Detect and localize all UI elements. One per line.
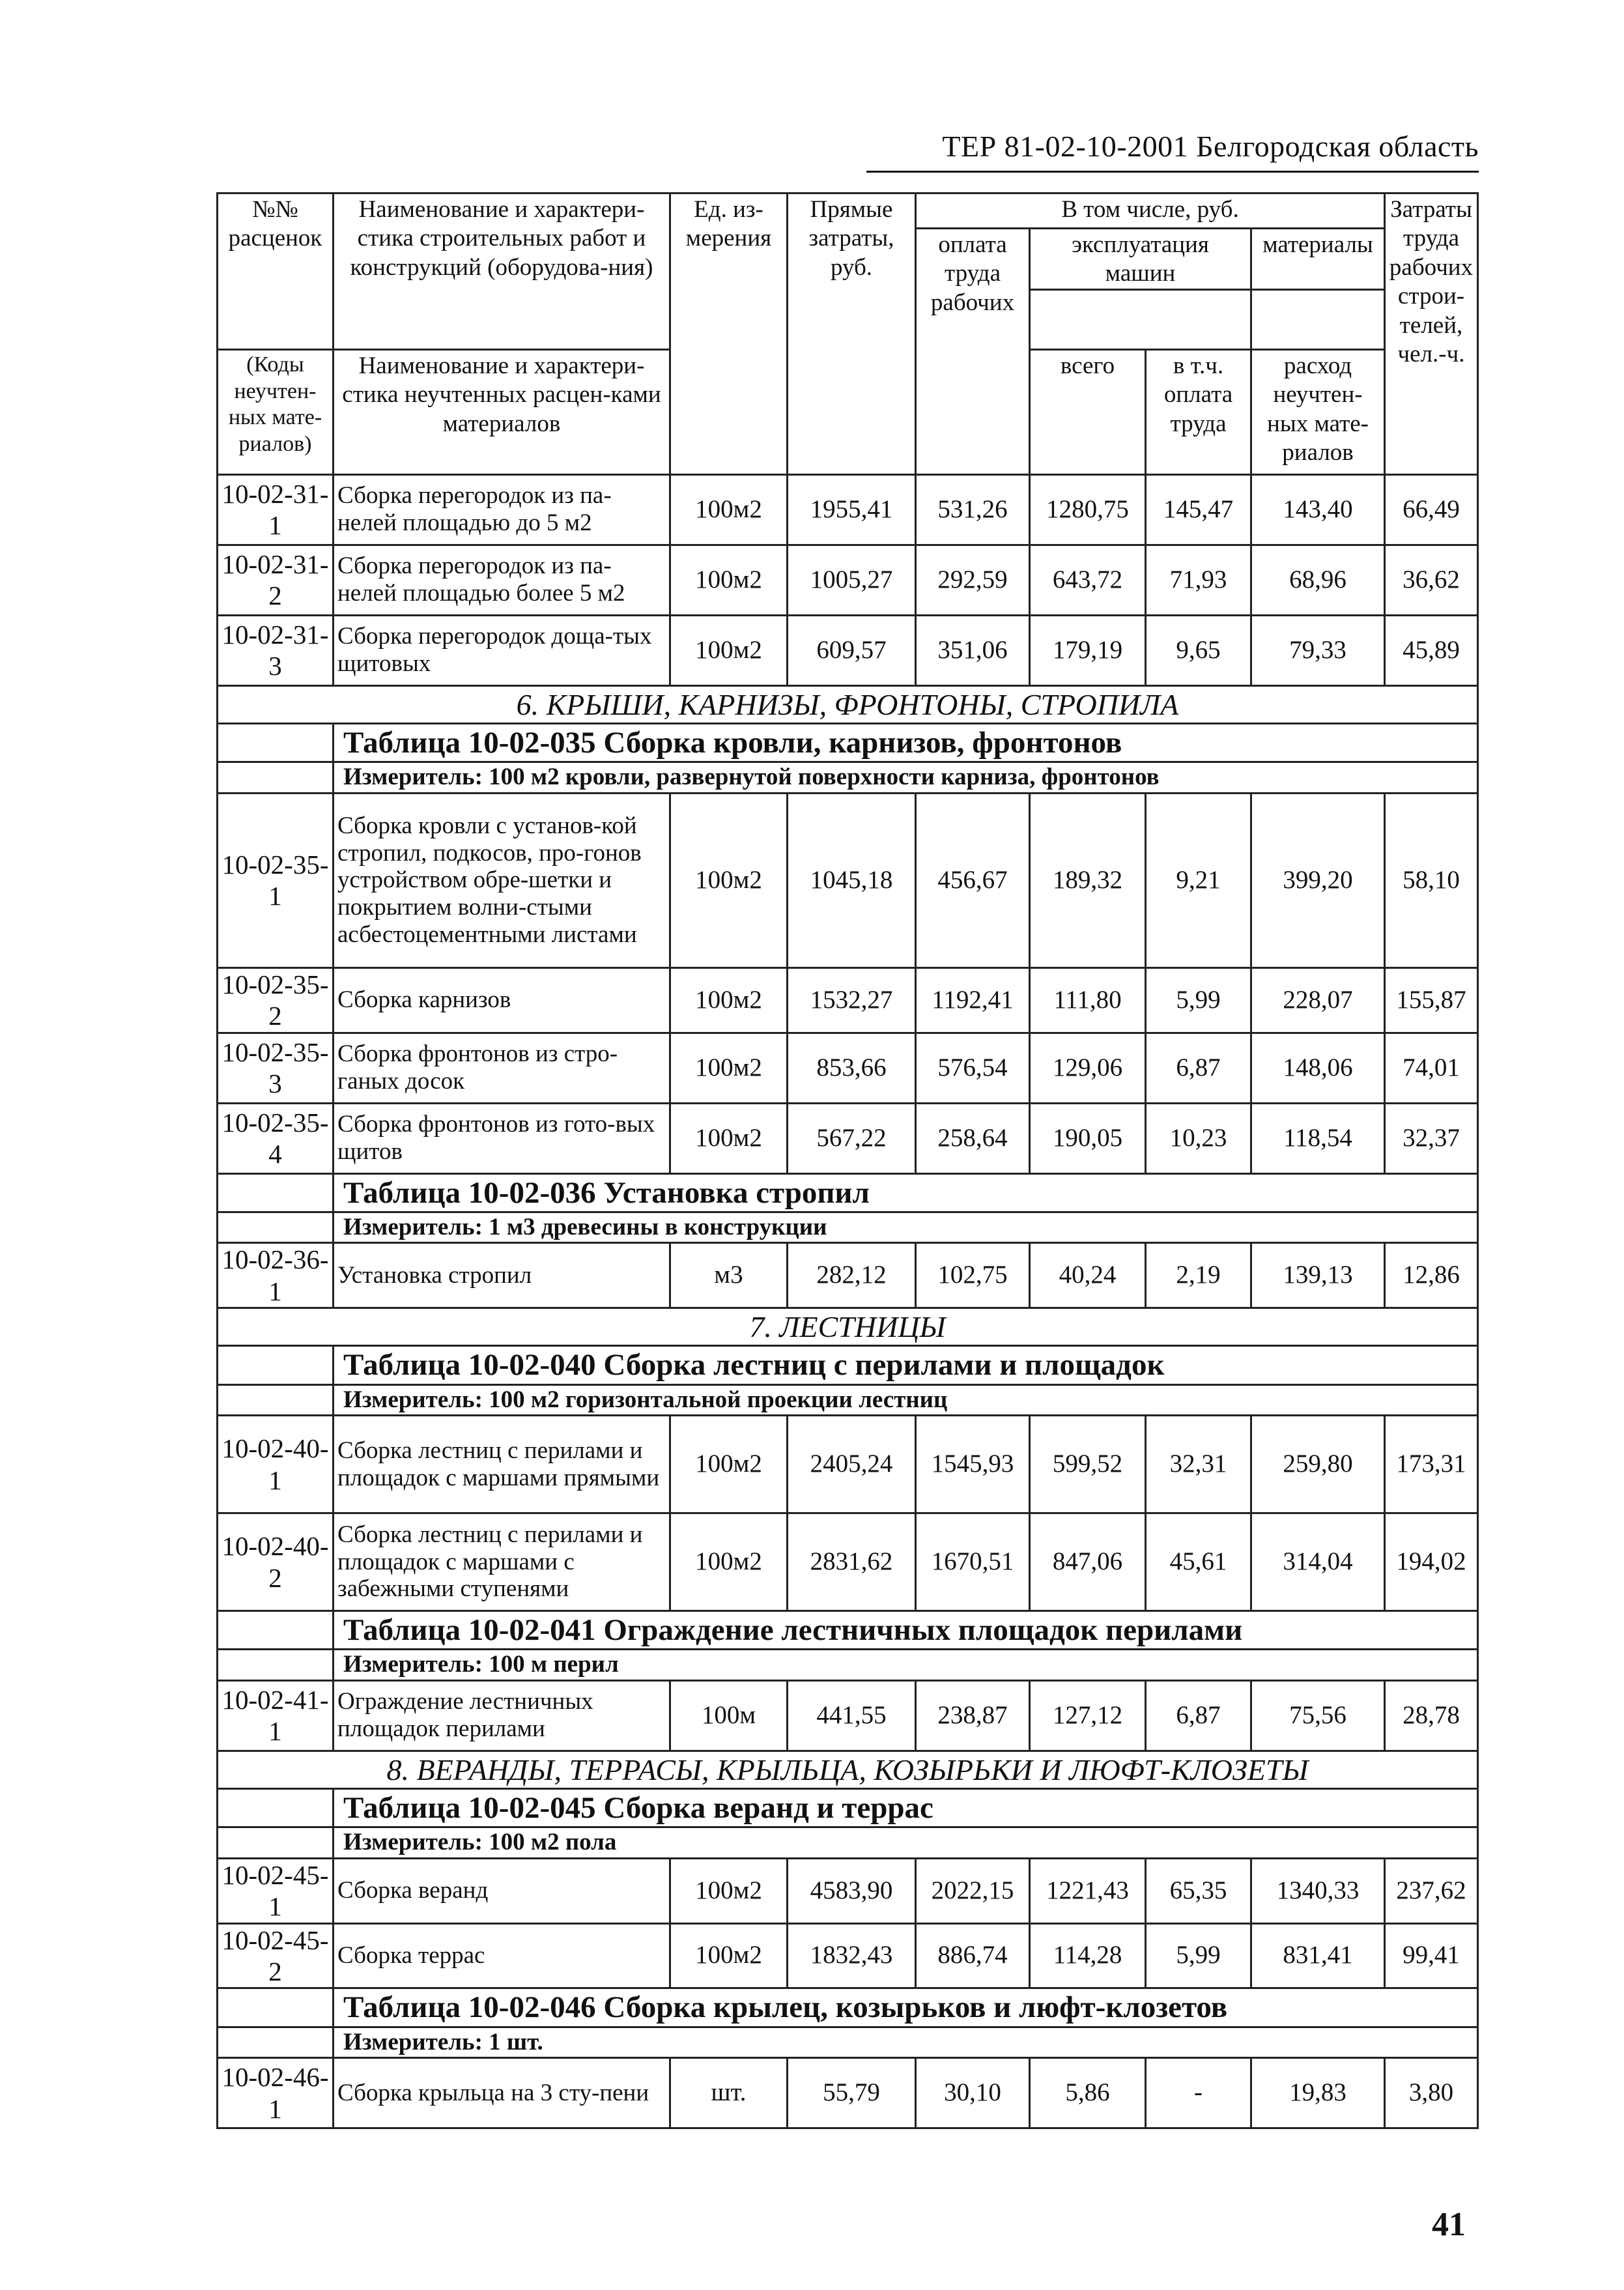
materials-cell: 314,04 [1251,1513,1385,1611]
machines-cell: 114,28 [1030,1923,1146,1988]
table-row [218,545,1478,615]
wages-cell: 886,74 [916,1923,1030,1988]
machines-cell: 111,80 [1030,967,1146,1033]
labor-cell: 194,02 [1385,1513,1478,1611]
table-row [218,474,1478,545]
materials-cell: 139,13 [1251,1243,1385,1308]
table-row [218,1680,1478,1751]
unit-cell: шт. [670,2058,788,2128]
work-name: Сборка кровли с установ-кой стропил, подкосов, про-гонов устройством обре-шетки и покрытием волни-стыми асбестоцементными листами [334,793,670,967]
direct-cost-cell: 2831,62 [788,1513,916,1611]
direct-cost-cell: 1532,27 [788,967,916,1033]
direct-cost-cell: 1955,41 [788,474,916,545]
wages-cell: 30,10 [916,2058,1030,2128]
table-measure-row [218,1212,1478,1242]
labor-cell: 66,49 [1385,474,1478,545]
table-title-row [218,1611,1478,1650]
unit-cell: 100м2 [670,1033,788,1103]
direct-cost-cell: 1045,18 [788,793,916,967]
table-row [218,1033,1478,1103]
machines-cell: 643,72 [1030,545,1146,615]
materials-cell: 831,41 [1251,1923,1385,1988]
blank-cell [218,2027,334,2057]
col-header-incl: В том числе, руб. [916,193,1385,229]
work-name: Сборка карнизов [334,967,670,1033]
col-header-direct: Прямые затраты, руб. [788,193,916,475]
col-header-machines-blank [1030,289,1251,349]
machines-cell: 1221,43 [1030,1858,1146,1923]
machines-cell: 189,32 [1030,793,1146,967]
labor-cell: 58,10 [1385,793,1478,967]
unit-cell: 100м [670,1680,788,1751]
section-title: 6. КРЫШИ, КАРНИЗЫ, ФРОНТОНЫ, СТРОПИЛА [218,685,1478,723]
work-name: Сборка террас [334,1923,670,1988]
machines-cell: 40,24 [1030,1243,1146,1308]
blank-cell [218,1346,334,1384]
rate-code: 10-02-31-3 [218,615,334,685]
materials-cell: 228,07 [1251,967,1385,1033]
col-header-unit: Ед. из-мерения [670,193,788,475]
unit-cell: 100м2 [670,1923,788,1988]
table-title: Таблица 10-02-040 Сборка лестниц с перилами и площадок [334,1346,1478,1384]
work-name: Сборка перегородок доща-тых щитовых [334,615,670,685]
wages-cell: 351,06 [916,615,1030,685]
machines-wages-cell: 145,47 [1146,474,1251,545]
table-title: Таблица 10-02-046 Сборка крылец, козырьков и люфт-клозетов [334,1988,1478,2027]
table-row [218,793,1478,967]
rate-code: 10-02-35-4 [218,1103,334,1173]
col-header-materials-alt: расход неучтен-ных мате-риалов [1251,349,1385,474]
section-title: 7. ЛЕСТНИЦЫ [218,1308,1478,1346]
labor-cell: 99,41 [1385,1923,1478,1988]
table-measure: Измеритель: 100 м2 горизонтальной проекции лестниц [334,1384,1478,1415]
blank-cell [218,1827,334,1858]
wages-cell: 456,67 [916,793,1030,967]
blank-cell [218,1788,334,1827]
direct-cost-cell: 4583,90 [788,1858,916,1923]
wages-cell: 292,59 [916,545,1030,615]
labor-cell: 74,01 [1385,1033,1478,1103]
labor-cell: 45,89 [1385,615,1478,685]
machines-cell: 127,12 [1030,1680,1146,1751]
table-row [218,1243,1478,1308]
rate-code: 10-02-35-2 [218,967,334,1033]
materials-cell: 1340,33 [1251,1858,1385,1923]
machines-wages-cell: 9,65 [1146,615,1251,685]
col-header-code: №№ расценок [218,193,334,350]
machines-wages-cell: 32,31 [1146,1416,1251,1513]
direct-cost-cell: 55,79 [788,2058,916,2128]
table-measure: Измеритель: 100 м перил [334,1650,1478,1680]
materials-cell: 118,54 [1251,1103,1385,1173]
col-header-machines-total: всего [1030,349,1146,474]
table-measure: Измеритель: 100 м2 пола [334,1827,1478,1858]
labor-cell: 3,80 [1385,2058,1478,2128]
work-name: Установка стропил [334,1243,670,1308]
work-name: Сборка перегородок из па-нелей площадью до 5 м2 [334,474,670,545]
labor-cell: 28,78 [1385,1680,1478,1751]
table-measure-row [218,762,1478,793]
rate-code: 10-02-40-1 [218,1416,334,1513]
direct-cost-cell: 609,57 [788,615,916,685]
machines-wages-cell: 6,87 [1146,1680,1251,1751]
blank-cell [218,1212,334,1242]
document-header: ТЕР 81-02-10-2001 Белгородская область [942,130,1479,163]
rate-code: 10-02-46-1 [218,2058,334,2128]
rate-code: 10-02-35-1 [218,793,334,967]
machines-cell: 847,06 [1030,1513,1146,1611]
wages-cell: 1545,93 [916,1416,1030,1513]
machines-cell: 1280,75 [1030,474,1146,545]
rate-code: 10-02-35-3 [218,1033,334,1103]
wages-cell: 102,75 [916,1243,1030,1308]
labor-cell: 36,62 [1385,545,1478,615]
col-header-wages: оплата труда рабочих [916,229,1030,475]
table-row [218,967,1478,1033]
section-title: 8. ВЕРАНДЫ, ТЕРРАСЫ, КРЫЛЬЦА, КОЗЫРЬКИ И ЛЮФТ-КЛОЗЕТЫ [218,1751,1478,1788]
table-measure-row [218,2027,1478,2057]
unit-cell: 100м2 [670,545,788,615]
work-name: Сборка перегородок из па-нелей площадью более 5 м2 [334,545,670,615]
rate-code: 10-02-45-2 [218,1923,334,1988]
rate-code: 10-02-45-1 [218,1858,334,1923]
table-title: Таблица 10-02-041 Ограждение лестничных площадок перилами [334,1611,1478,1650]
unit-cell: 100м2 [670,967,788,1033]
blank-cell [218,1173,334,1212]
unit-cell: 100м2 [670,1513,788,1611]
rate-code: 10-02-36-1 [218,1243,334,1308]
materials-cell: 68,96 [1251,545,1385,615]
materials-cell: 143,40 [1251,474,1385,545]
labor-cell: 32,37 [1385,1103,1478,1173]
table-title: Таблица 10-02-045 Сборка веранд и террас [334,1788,1478,1827]
unit-cell: 100м2 [670,1858,788,1923]
direct-cost-cell: 282,12 [788,1243,916,1308]
col-header-materials-blank [1251,289,1385,349]
table-row [218,1416,1478,1513]
work-name: Сборка лестниц с перилами и площадок с маршами прямыми [334,1416,670,1513]
machines-cell: 599,52 [1030,1416,1146,1513]
materials-cell: 259,80 [1251,1416,1385,1513]
col-header-machines-wages: в т.ч. оплата труда [1146,349,1251,474]
wages-cell: 531,26 [916,474,1030,545]
direct-cost-cell: 1832,43 [788,1923,916,1988]
table-row [218,1513,1478,1611]
wages-cell: 1192,41 [916,967,1030,1033]
machines-wages-cell: 10,23 [1146,1103,1251,1173]
direct-cost-cell: 567,22 [788,1103,916,1173]
work-name: Сборка лестниц с перилами и площадок с маршами с забежными ступенями [334,1513,670,1611]
work-name: Сборка веранд [334,1858,670,1923]
wages-cell: 258,64 [916,1103,1030,1173]
materials-cell: 75,56 [1251,1680,1385,1751]
direct-cost-cell: 2405,24 [788,1416,916,1513]
machines-wages-cell: 5,99 [1146,1923,1251,1988]
header-rule [866,171,1479,173]
rates-table [216,192,1479,2129]
table-measure: Измеритель: 1 м3 древесины в конструкции [334,1212,1478,1242]
unit-cell: 100м2 [670,474,788,545]
materials-cell: 399,20 [1251,793,1385,967]
blank-cell [218,1988,334,2027]
blank-cell [218,762,334,793]
blank-cell [218,1650,334,1680]
machines-cell: 5,86 [1030,2058,1146,2128]
machines-cell: 129,06 [1030,1033,1146,1103]
unit-cell: 100м2 [670,1416,788,1513]
table-measure: Измеритель: 1 шт. [334,2027,1478,2057]
unit-cell: 100м2 [670,1103,788,1173]
machines-wages-cell: 45,61 [1146,1513,1251,1611]
machines-wages-cell: 9,21 [1146,793,1251,967]
materials-cell: 79,33 [1251,615,1385,685]
blank-cell [218,723,334,762]
work-name: Сборка фронтонов из гото-вых щитов [334,1103,670,1173]
col-header-name: Наименование и характери-стика строительных работ и конструкций (оборудова-ния) [334,193,670,350]
blank-cell [218,1384,334,1415]
col-header-code-alt: (Коды неучтен-ных мате-риалов) [218,349,334,474]
rate-code: 10-02-41-1 [218,1680,334,1751]
section-title-row [218,685,1478,723]
labor-cell: 173,31 [1385,1416,1478,1513]
machines-cell: 179,19 [1030,615,1146,685]
work-name: Сборка фронтонов из стро-ганых досок [334,1033,670,1103]
labor-cell: 155,87 [1385,967,1478,1033]
wages-cell: 238,87 [916,1680,1030,1751]
machines-cell: 190,05 [1030,1103,1146,1173]
col-header-materials: материалы [1251,229,1385,290]
table-row [218,615,1478,685]
machines-wages-cell: 5,99 [1146,967,1251,1033]
rate-code: 10-02-31-1 [218,474,334,545]
direct-cost-cell: 441,55 [788,1680,916,1751]
table-title-row [218,723,1478,762]
wages-cell: 1670,51 [916,1513,1030,1611]
table-row [218,1103,1478,1173]
machines-wages-cell: 71,93 [1146,545,1251,615]
materials-cell: 19,83 [1251,2058,1385,2128]
machines-wages-cell: - [1146,2058,1251,2128]
unit-cell: 100м2 [670,793,788,967]
col-header-name-alt: Наименование и характери-стика неучтенных расцен-ками материалов [334,349,670,474]
rate-code: 10-02-31-2 [218,545,334,615]
table-row [218,1923,1478,1988]
table-measure-row [218,1650,1478,1680]
table-measure-row [218,1827,1478,1858]
work-name: Ограждение лестничных площадок перилами [334,1680,670,1751]
section-title-row [218,1308,1478,1346]
wages-cell: 576,54 [916,1033,1030,1103]
wages-cell: 2022,15 [916,1858,1030,1923]
labor-cell: 12,86 [1385,1243,1478,1308]
col-header-labor: Затраты труда рабочих строи-телей, чел.-ч. [1385,193,1478,475]
table-title: Таблица 10-02-035 Сборка кровли, карнизов, фронтонов [334,723,1478,762]
table-title: Таблица 10-02-036 Установка стропил [334,1173,1478,1212]
direct-cost-cell: 1005,27 [788,545,916,615]
table-measure: Измеритель: 100 м2 кровли, развернутой поверхности карниза, фронтонов [334,762,1478,793]
labor-cell: 237,62 [1385,1858,1478,1923]
table-title-row [218,1173,1478,1212]
machines-wages-cell: 65,35 [1146,1858,1251,1923]
work-name: Сборка крыльца на 3 сту-пени [334,2058,670,2128]
table-row [218,1858,1478,1923]
machines-wages-cell: 2,19 [1146,1243,1251,1308]
machines-wages-cell: 6,87 [1146,1033,1251,1103]
table-row [218,2058,1478,2128]
page-number: 41 [1432,2206,1466,2243]
rate-code: 10-02-40-2 [218,1513,334,1611]
table-measure-row [218,1384,1478,1415]
col-header-machines: эксплуатация машин [1030,229,1251,290]
direct-cost-cell: 853,66 [788,1033,916,1103]
section-title-row [218,1751,1478,1788]
table-title-row [218,1788,1478,1827]
unit-cell: м3 [670,1243,788,1308]
materials-cell: 148,06 [1251,1033,1385,1103]
blank-cell [218,1611,334,1650]
table-title-row [218,1988,1478,2027]
table-title-row [218,1346,1478,1384]
unit-cell: 100м2 [670,615,788,685]
